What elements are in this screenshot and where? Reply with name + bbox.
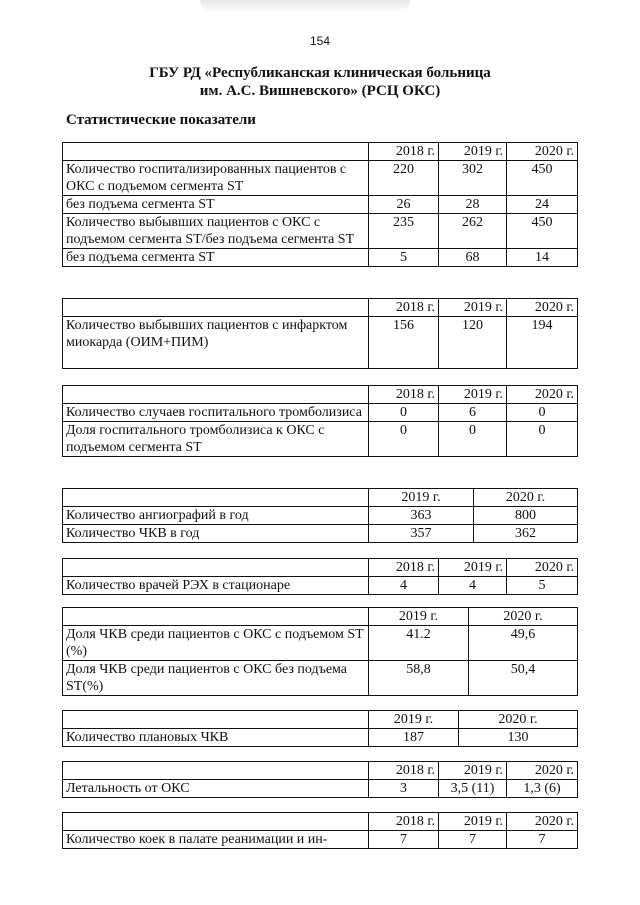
row-label: Количество госпитализированных пациентов с ОКС с подъемом сегмента ST	[63, 161, 369, 196]
table-discharged-mi	[62, 298, 578, 369]
value-cell: 0	[439, 422, 507, 457]
header-cell: 2019 г.	[439, 143, 507, 161]
row-label: Доля ЧКВ среди пациентов с ОКС с подъемом ST (%)	[63, 626, 369, 661]
table-pci-share	[62, 607, 578, 696]
value-cell: 50,4	[469, 661, 578, 696]
table-header-row	[63, 559, 578, 577]
table-row	[63, 729, 578, 747]
header-empty-cell	[63, 711, 369, 729]
table-row	[63, 196, 578, 214]
table-row	[63, 317, 578, 369]
header-cell: 2018 г.	[369, 813, 439, 831]
table-row	[63, 161, 578, 196]
header-empty-cell	[63, 489, 369, 507]
value-cell: 235	[369, 214, 439, 249]
header-cell: 2020 г.	[507, 386, 578, 404]
table-icu-beds	[62, 812, 578, 849]
value-cell: 3	[369, 780, 439, 798]
value-cell: 0	[507, 404, 578, 422]
header-cell: 2019 г.	[439, 386, 507, 404]
header-cell: 2018 г.	[369, 143, 439, 161]
value-cell: 7	[439, 831, 507, 849]
value-cell: 7	[369, 831, 439, 849]
value-cell: 4	[369, 577, 439, 595]
row-label: Количество выбывших пациентов с инфарктом миокарда (ОИМ+ПИМ)	[63, 317, 369, 369]
value-cell: 302	[439, 161, 507, 196]
table-header-row	[63, 711, 578, 729]
value-cell: 357	[369, 525, 474, 543]
row-label: без подъема сегмента ST	[63, 196, 369, 214]
header-cell: 2018 г.	[369, 762, 439, 780]
table-angiography	[62, 488, 578, 543]
row-label: Доля ЧКВ среди пациентов с ОКС без подъема ST(%)	[63, 661, 369, 696]
header-cell: 2020 г.	[507, 813, 578, 831]
value-cell: 68	[439, 249, 507, 267]
value-cell: 58,8	[369, 661, 469, 696]
value-cell: 6	[439, 404, 507, 422]
header-empty-cell	[63, 559, 369, 577]
header-cell: 2020 г.	[507, 143, 578, 161]
value-cell: 194	[507, 317, 578, 369]
table-rex-doctors	[62, 558, 578, 595]
header-cell: 2020 г.	[469, 608, 578, 626]
row-label: Доля госпитального тромболизиса к ОКС с подъемом сегмента ST	[63, 422, 369, 457]
header-cell: 2018 г.	[369, 559, 439, 577]
header-cell: 2019 г.	[369, 711, 459, 729]
row-label: Количество коек в палате реанимации и ин-	[63, 831, 369, 849]
header-cell: 2020 г.	[459, 711, 578, 729]
value-cell: 220	[369, 161, 439, 196]
value-cell: 3,5 (11)	[439, 780, 507, 798]
header-cell: 2019 г.	[439, 559, 507, 577]
table-row	[63, 507, 578, 525]
table-header-row	[63, 299, 578, 317]
table-row	[63, 831, 578, 849]
header-empty-cell	[63, 143, 369, 161]
section-title: Статистические показатели	[66, 112, 256, 128]
value-cell: 41.2	[369, 626, 469, 661]
value-cell: 0	[369, 422, 439, 457]
header-cell: 2019 г.	[439, 762, 507, 780]
table-row	[63, 525, 578, 543]
table-header-row	[63, 813, 578, 831]
value-cell: 450	[507, 161, 578, 196]
value-cell: 120	[439, 317, 507, 369]
table-mortality	[62, 761, 578, 798]
table-row	[63, 780, 578, 798]
document-title	[0, 64, 640, 100]
header-empty-cell	[63, 813, 369, 831]
row-label: Количество ангиографий в год	[63, 507, 369, 525]
value-cell: 450	[507, 214, 578, 249]
page-number: 154	[309, 34, 331, 48]
value-cell: 1,3 (6)	[507, 780, 578, 798]
header-empty-cell	[63, 608, 369, 626]
row-label: Количество случаев госпитального тромболизиса	[63, 404, 369, 422]
value-cell: 5	[369, 249, 439, 267]
title-line-2: им. А.С. Вишневского» (РСЦ ОКС)	[199, 83, 441, 99]
header-cell: 2018 г.	[369, 299, 439, 317]
table-row	[63, 404, 578, 422]
value-cell: 187	[369, 729, 459, 747]
row-label: Количество выбывших пациентов с ОКС с подъемом сегмента ST/без подъема сегмента ST	[63, 214, 369, 249]
scan-artifact	[200, 0, 410, 12]
table-header-row	[63, 489, 578, 507]
row-label: Количество ЧКВ в год	[63, 525, 369, 543]
row-label: Количество врачей РЭХ в стационаре	[63, 577, 369, 595]
value-cell: 262	[439, 214, 507, 249]
table-header-row	[63, 143, 578, 161]
row-label: Количество плановых ЧКВ	[63, 729, 369, 747]
table-planned-pci	[62, 710, 578, 747]
table-header-row	[63, 386, 578, 404]
value-cell: 26	[369, 196, 439, 214]
header-cell: 2019 г.	[439, 299, 507, 317]
header-cell: 2019 г.	[439, 813, 507, 831]
header-cell: 2018 г.	[369, 386, 439, 404]
table-header-row	[63, 762, 578, 780]
value-cell: 24	[507, 196, 578, 214]
value-cell: 4	[439, 577, 507, 595]
row-label: без подъема сегмента ST	[63, 249, 369, 267]
table-thrombolysis	[62, 385, 578, 457]
header-empty-cell	[63, 299, 369, 317]
table-row	[63, 249, 578, 267]
header-empty-cell	[63, 762, 369, 780]
value-cell: 800	[474, 507, 578, 525]
header-cell: 2020 г.	[507, 762, 578, 780]
value-cell: 0	[507, 422, 578, 457]
row-label: Летальность от ОКС	[63, 780, 369, 798]
value-cell: 363	[369, 507, 474, 525]
table-row	[63, 214, 578, 249]
value-cell: 362	[474, 525, 578, 543]
title-line-1: ГБУ РД «Республиканская клиническая больница	[149, 65, 491, 81]
table-row	[63, 661, 578, 696]
table-hospitalizations	[62, 142, 578, 267]
value-cell: 28	[439, 196, 507, 214]
value-cell: 156	[369, 317, 439, 369]
value-cell: 14	[507, 249, 578, 267]
value-cell: 7	[507, 831, 578, 849]
header-cell: 2019 г.	[369, 489, 474, 507]
table-row	[63, 626, 578, 661]
table-row	[63, 577, 578, 595]
table-header-row	[63, 608, 578, 626]
value-cell: 0	[369, 404, 439, 422]
header-cell: 2020 г.	[507, 559, 578, 577]
header-cell: 2019 г.	[369, 608, 469, 626]
value-cell: 5	[507, 577, 578, 595]
value-cell: 49,6	[469, 626, 578, 661]
header-cell: 2020 г.	[474, 489, 578, 507]
header-cell: 2020 г.	[507, 299, 578, 317]
value-cell: 130	[459, 729, 578, 747]
table-row	[63, 422, 578, 457]
header-empty-cell	[63, 386, 369, 404]
